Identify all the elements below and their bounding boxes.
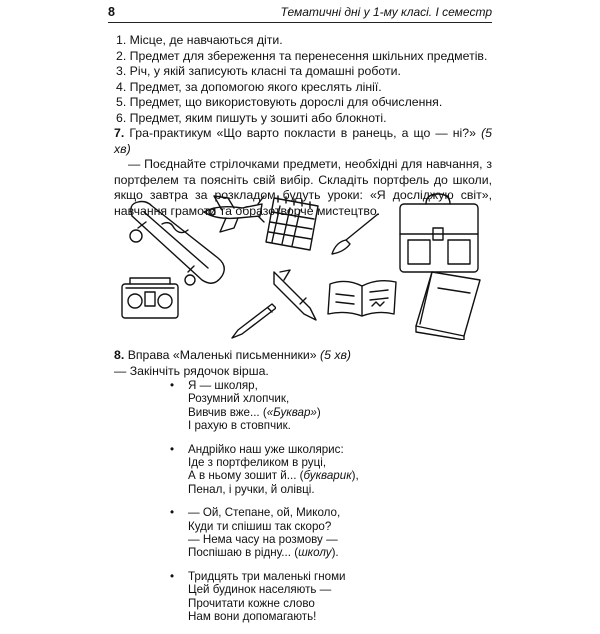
bullet-icon: •	[170, 506, 175, 520]
list-item: 4. Предмет, за допомогою якого креслять лінії.	[116, 79, 382, 94]
task-8-heading	[114, 348, 492, 364]
task-8-instruction: — Закінчіть рядочок вірша.	[114, 363, 269, 378]
poem-line: Тридцять три маленькі гноми	[188, 569, 346, 583]
poem-line: Розумний хлопчик,	[188, 392, 290, 406]
paintbrush-icon	[326, 210, 382, 258]
bullet-icon: •	[170, 569, 175, 583]
book-icon	[412, 268, 484, 340]
task-title: Гра-практикум «Що варто покласти в ранець, а що — ні?»	[129, 126, 476, 140]
page-number: 8	[108, 5, 115, 19]
poem-line: Поспішаю в рідну... (школу).	[188, 546, 339, 560]
list-item: 1. Місце, де навчаються діти.	[116, 33, 283, 47]
pencil-icon	[228, 300, 276, 340]
task-8	[114, 348, 492, 379]
poem-list	[170, 379, 470, 634]
task-title: Вправа «Маленькі письменники»	[127, 348, 317, 362]
toy-plane-icon	[198, 190, 270, 236]
answer-word: школу	[298, 546, 332, 560]
poem-line: Пенал, і ручки, й олівці.	[188, 482, 315, 496]
pen-icon	[270, 268, 322, 324]
poem-line: Іде з портфеликом в руці,	[188, 456, 327, 470]
riddle-list	[116, 33, 496, 127]
picture-panel	[116, 188, 488, 348]
poem-stanza	[170, 443, 470, 497]
bullet-icon: •	[170, 442, 175, 456]
open-notebook-icon	[326, 270, 400, 320]
task-7-heading	[114, 126, 492, 157]
task-number: 8.	[114, 348, 125, 362]
poem-line: Андрійко наш уже школяриc:	[188, 442, 344, 456]
poem-line: А в ньому зошит й... (букварик),	[188, 469, 359, 483]
task-7-body: — Поєднайте стрілочками предмети, необхідні для навчання, з портфелем та поясніть свій вибір. Складіть портфель до школи, якщо завтра за розкладом будуть уроки: «Я досліджую світ», навчання грамоти та образотворче мистецтво.	[114, 157, 492, 218]
poem-line: Цей будинок населяють —	[188, 583, 332, 597]
poem-line: Куди ти спішиш так скоро?	[188, 519, 332, 533]
list-item: 5. Предмет, що використовують дорослі для обчислення.	[116, 95, 443, 110]
page-header	[108, 2, 492, 23]
list-item: 6. Предмет, яким пишуть у зошиті або блокноті.	[116, 110, 387, 125]
poem-stanza	[170, 379, 470, 433]
poem-line: Вивчив вже... («Буквар»)	[188, 405, 321, 419]
poem-line: І рахую в стовпчик.	[188, 419, 291, 433]
answer-word: букварик	[303, 469, 352, 483]
poem-stanza	[170, 570, 470, 624]
briefcase-icon	[396, 190, 482, 276]
poem-stanza	[170, 506, 470, 560]
poem-line: — Ой, Степане, ой, Миколо,	[188, 506, 341, 520]
task-time: (5 хв)	[320, 348, 352, 362]
task-time: (5 хв)	[114, 126, 492, 156]
poem-line: — Нема часу на розмову —	[188, 533, 338, 547]
poem-line: Нам вони допомагають!	[188, 610, 317, 624]
answer-word: «Буквар»	[266, 405, 317, 419]
task-number: 7.	[114, 126, 125, 140]
radio-icon	[120, 274, 180, 322]
poem-line: Я — школяр,	[188, 379, 258, 392]
poem-line: Прочитати кожне слово	[188, 596, 315, 610]
running-title: Тематичні дні у 1-му класі. І семестр	[280, 5, 492, 19]
bullet-icon: •	[170, 379, 175, 392]
notepad-icon	[262, 192, 324, 254]
list-item: 2. Предмет для збереження та перенесення шкільних предметів.	[116, 48, 488, 63]
list-item: 3. Річ, у якій записують класні та домашні роботи.	[116, 64, 401, 79]
